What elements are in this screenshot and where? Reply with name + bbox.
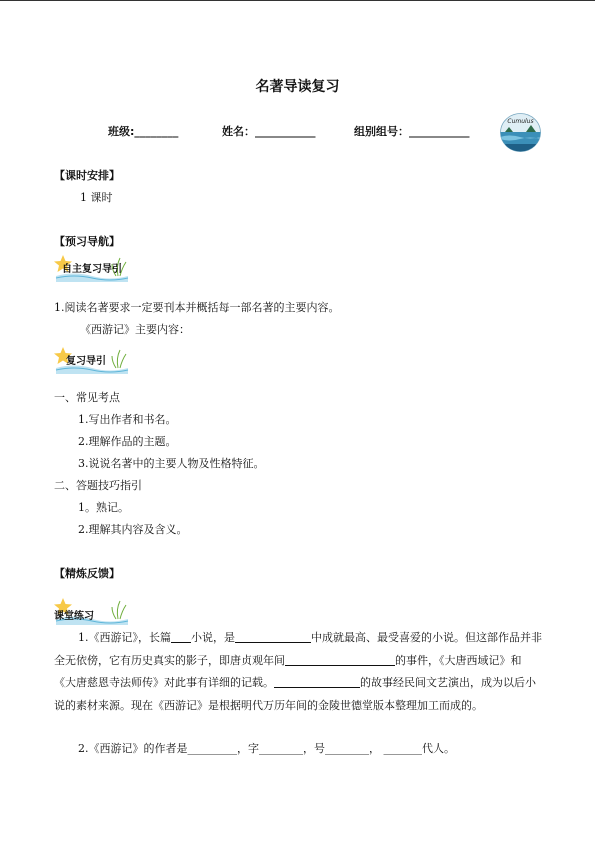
- badge-label: 自主复习导引: [62, 264, 122, 275]
- part1-item-1: 1.写出作者和书名。: [78, 413, 177, 426]
- part2-item-2: 2.理解其内容及含义。: [78, 523, 188, 536]
- part1-item-2: 2.理解作品的主题。: [78, 435, 177, 448]
- part1-item-3: 3.说说名著中的主要人物及性格特征。: [78, 457, 265, 470]
- q1-blank-4[interactable]: [274, 675, 360, 688]
- preview-item-1: 1.阅读名著要求一定要刊本并概括每一部名著的主要内容。: [54, 301, 340, 314]
- name-field-label: 姓名：___________: [222, 125, 316, 138]
- review-guide-badge: [54, 346, 130, 376]
- q1-blank-2[interactable]: [235, 630, 311, 643]
- badge-label: 课堂练习: [54, 611, 94, 622]
- preview-item-1-sub: 《西游记》主要内容：: [80, 323, 190, 336]
- question-2: 2.《西游记》的作者是_________，字________，号________， _______代人。: [78, 742, 455, 755]
- question-1: 1.《西游记》，长篇 小说，是 中成就最高、最受喜爱的小说。但这部作品并非全无依傍，它有历史真实的影子，即唐贞观年间 的事件，《大唐西域记》和《大唐慈恩寺法师传》对此事有详细的记载。 的故事经民间文艺演出，成为以后小说的素材来源。现在《西游记》是根据明代万历年间的金陵世德堂版本整理加工而成的。: [54, 631, 542, 712]
- top-border-line: [0, 0, 595, 1]
- practice-heading: 【精炼反馈】: [54, 567, 120, 580]
- part2-title: 二、答题技巧指引: [54, 479, 142, 492]
- class-practice-badge: [54, 597, 130, 627]
- preview-heading: 【预习导航】: [54, 235, 120, 248]
- q1-blank-1[interactable]: [171, 630, 191, 643]
- class-field-label: 班级:________: [108, 125, 179, 138]
- part2-item-1: 1。熟记。: [78, 501, 129, 514]
- badge-label: 复习导引: [66, 356, 106, 367]
- q1-blank-3[interactable]: [285, 653, 395, 666]
- logo-text: Cumulus: [507, 118, 534, 125]
- schedule-content: 1 课时: [80, 191, 113, 204]
- cumulus-logo: [500, 113, 541, 152]
- schedule-heading: 【课时安排】: [54, 169, 120, 182]
- part1-title: 一、常见考点: [54, 391, 120, 404]
- group-field-label: 组别组号：___________: [354, 125, 470, 138]
- page-title: 名著导读复习: [255, 79, 340, 95]
- self-review-badge: [54, 254, 130, 284]
